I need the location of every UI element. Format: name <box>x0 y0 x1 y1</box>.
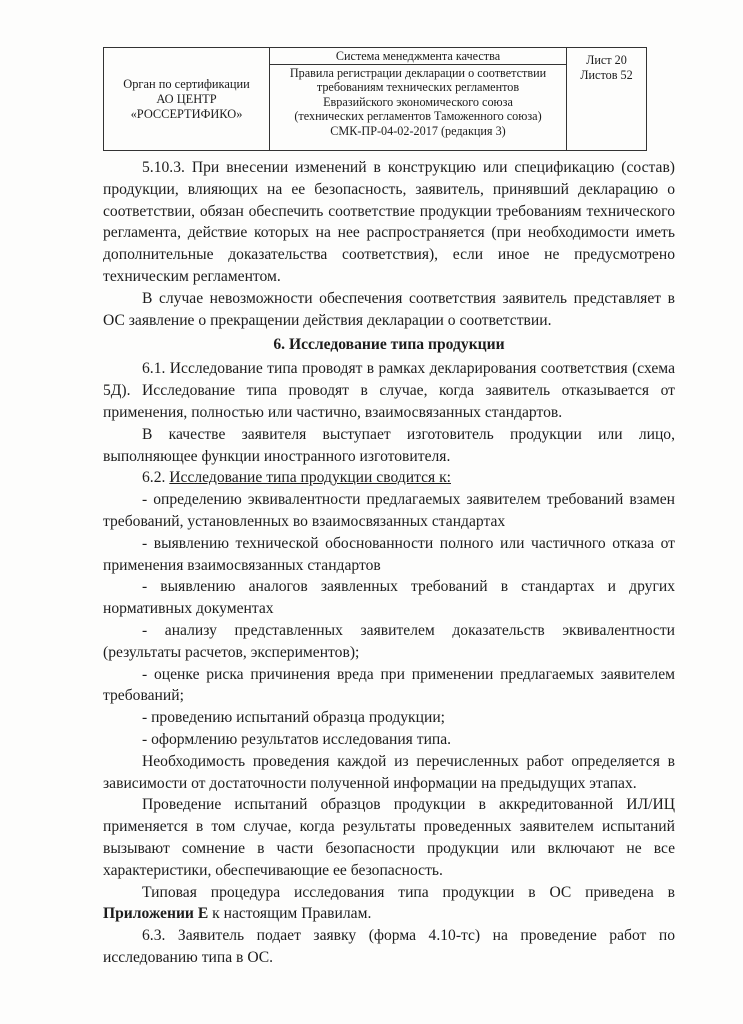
list-item: - анализу представленных заявителем доказательств эквивалентности (результаты расчетов, экспериментов); <box>103 621 675 661</box>
rules-title-line-3: Евразийского экономического союза <box>323 94 513 109</box>
paragraph-5-10-3: 5.10.3. При внесении изменений в конструкцию или спецификацию (состав) продукции, влияющих на ее безопасность, заявитель, принявший декларацию о соответствии, обязан обеспечить соответствие продукции требованиям технического регламента, действие которых на нее распространяется (при необходимости иметь дополнительные доказательства соответствия), если иное не предусмотрено техническим регламентом. <box>103 159 675 285</box>
paragraph-6-1: 6.1. Исследование типа проводят в рамках декларирования соответствия (схема 5Д). Исследование типа проводят в случае, когда заявитель отказывается от применения, полностью или частично, взаимосвязанных стандартов. <box>103 360 675 421</box>
paragraph-testing: Проведение испытаний образцов продукции в аккредитованной ИЛ/ИЦ применяется в том случае, когда результаты проведенных заявителем испытаний вызывают сомнение в части безопасности продукции или включают не все характеристики, обеспечивающие ее безопасность. <box>103 796 675 879</box>
list-item: - определению эквивалентности предлагаемых заявителем требований взамен требований, установленных во взаимосвязанных стандартах <box>103 491 675 530</box>
paragraph-6-2-underlined: Исследование типа продукции сводится к: <box>169 469 451 487</box>
certification-body-cell <box>104 48 270 151</box>
org-line-1: Орган по сертификации <box>123 76 250 91</box>
typical-procedure-tail: к настоящим Правилам. <box>208 905 372 923</box>
paragraph-6-2-number: 6.2. <box>142 469 170 487</box>
list-item: - проведению испытаний образца продукции; <box>142 709 445 727</box>
rules-title-line-1: Правила регистрации декларации о соответствии <box>289 66 547 80</box>
rules-title-line-4: (технических регламентов Таможенного союза) <box>294 109 542 124</box>
list-item: - выявлению технической обоснованности полного или частичного отказа от применения взаимосвязанных стандартов <box>103 534 675 574</box>
org-line-2: АО ЦЕНТР <box>156 91 217 106</box>
list-item: - оценке риска причинения вреда при применении предлагаемых заявителем требований; <box>103 665 675 705</box>
section-6-heading: 6. Исследование типа продукции <box>273 336 505 354</box>
paragraph-6-2 <box>103 467 675 489</box>
list-item: - оформлению результатов исследования типа. <box>142 730 452 748</box>
document-body <box>103 157 675 969</box>
paragraph-impossibility: В случае невозможности обеспечения соответствия заявитель представляет в ОС заявление о прекращении действия декларации о соответствии. <box>103 289 675 329</box>
paragraph-necessity: Необходимость проведения каждой из перечисленных работ определяется в зависимости от достаточности полученной информации на предыдущих этапах. <box>103 752 675 792</box>
typical-procedure-text: Типовая процедура исследования типа продукции в ОС приведена в <box>142 883 675 901</box>
rules-title-line-2: требованиям технических регламентов <box>316 80 520 95</box>
sheets-total: Листов 52 <box>580 67 633 82</box>
sheet-number-cell <box>567 48 647 151</box>
org-line-3: «РОССЕРТИФИКО» <box>130 106 243 121</box>
document-code: СМК-ПР-04-02-2017 (редакция 3) <box>330 123 506 138</box>
rules-title-cell <box>270 65 567 151</box>
list-item: - выявлению аналогов заявленных требований в стандартах и других нормативных документах <box>103 578 675 618</box>
appendix-e-reference: Приложении Е <box>103 905 209 923</box>
paragraph-typical-procedure <box>103 882 675 926</box>
document-header-table <box>103 47 647 151</box>
paragraph-6-3: 6.3. Заявитель подает заявку (форма 4.10-тс) на проведение работ по исследованию типа в ОС. <box>103 927 675 966</box>
quality-system-cell: Система менеджмента качества <box>270 48 567 65</box>
sheet-number: Лист 20 <box>586 53 627 67</box>
paragraph-applicant: В качестве заявителя выступает изготовитель продукции или лицо, выполняющее функции иностранного изготовителя. <box>103 425 675 465</box>
